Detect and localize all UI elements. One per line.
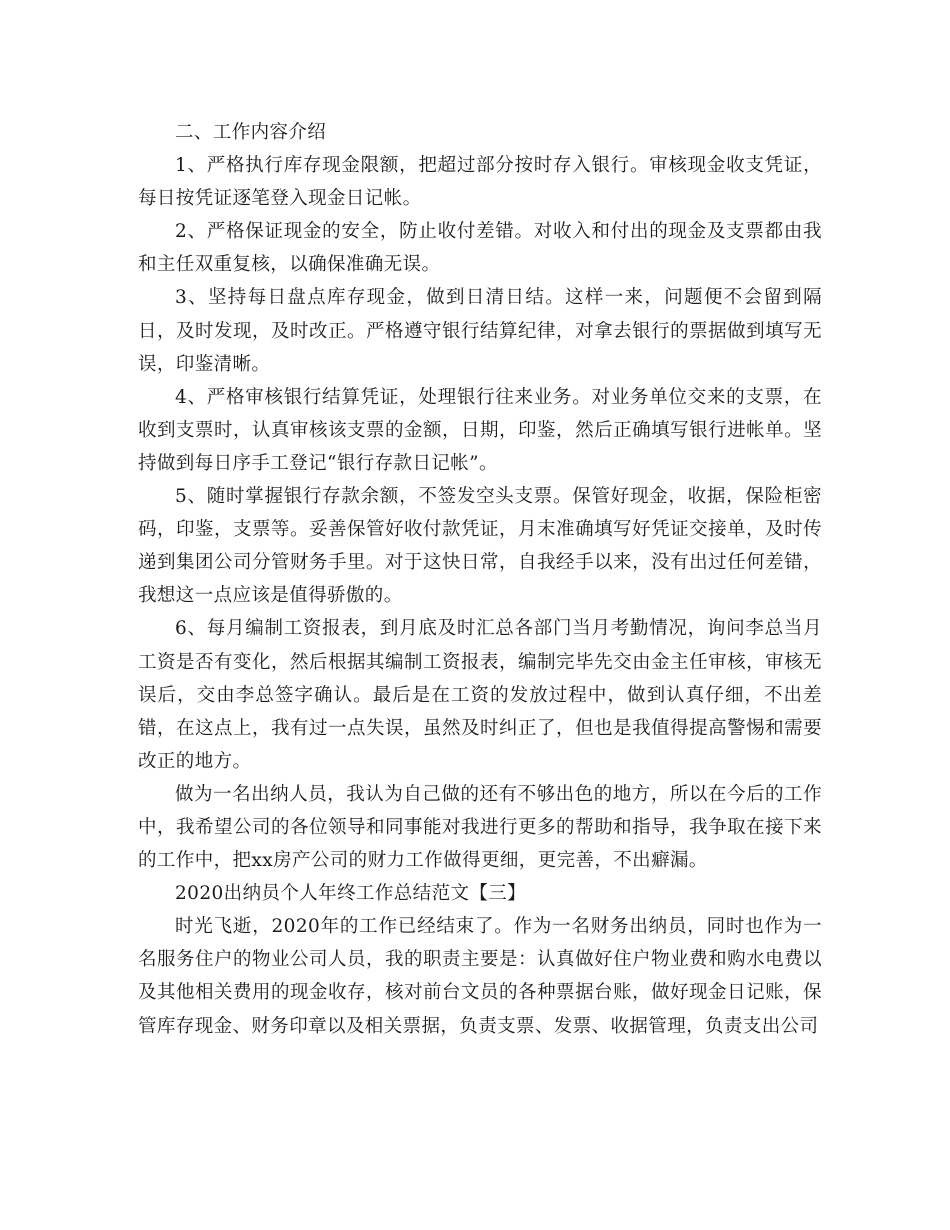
paragraph-item-3: 3、坚持每日盘点库存现金，做到日清日结。这样一来，问题便不会留到隔日，及时发现，及时改正。严格遵守银行结算纪律，对拿去银行的票据做到填写无误，印鉴清晰。 xyxy=(138,287,822,375)
paragraph-item-6: 6、每月编制工资报表，到月底及时汇总各部门当月考勤情况，询问李总当月工资是否有变化，然后根据其编制工资报表，编制完毕先交由金主任审核，审核无误后，交由李总签字确认。最后是在工资的发放过程中，做到认真仔细，不出差错，在这点上，我有过一点失误，虽然及时纠正了，但也是我值得提高警惕和需要改正的地方。 xyxy=(138,618,822,772)
document-body xyxy=(138,116,822,1043)
paragraph-item-4: 4、严格审核银行结算凭证，处理银行往来业务。对业务单位交来的支票，在收到支票时，认真审核该支票的金额，日期，印鉴，然后正确填写银行进帐单。坚持做到每日序手工登记“银行存款日记帐”。 xyxy=(138,386,822,474)
section-heading: 二、工作内容介绍 xyxy=(175,122,327,143)
paragraph-item-5: 5、随时掌握银行存款余额，不签发空头支票。保管好现金，收据，保险柜密码，印鉴，支票等。妥善保管好收付款凭证，月末准确填写好凭证交接单，及时传递到集团公司分管财务手里。对于这快日常，自我经手以来，没有出过任何差错，我想这一点应该是值得骄傲的。 xyxy=(138,486,822,607)
paragraph-summary: 做为一名出纳人员，我认为自己做的还有不够出色的地方，所以在今后的工作中，我希望公司的各位领导和同事能对我进行更多的帮助和指导，我争取在接下来的工作中，把xx房产公司的财力工作做得更细，更完善，不出癖漏。 xyxy=(138,783,822,872)
paragraph-item-1: 1、严格执行库存现金限额，把超过部分按时存入银行。审核现金收支凭证，每日按凭证逐笔登入现金日记帐。 xyxy=(138,155,822,210)
paragraph-item-2: 2、严格保证现金的安全，防止收付差错。对收入和付出的现金及支票都由我和主任双重复核，以确保准确无误。 xyxy=(138,221,822,276)
paragraph-intro: 时光飞逝，2020年的工作已经结束了。作为一名财务出纳员，同时也作为一名服务住户的物业公司人员，我的职责主要是：认真做好住户物业费和购水电费以及其他相关费用的现金收存，核对前台文员的各种票据台账，做好现金日记账，保管库存现金、财务印章以及相关票据，负责支票、发票、收据管理，负责支出公司 xyxy=(138,916,822,1037)
article-title: 2020出纳员个人年终工作总结范文【三】 xyxy=(175,883,527,905)
